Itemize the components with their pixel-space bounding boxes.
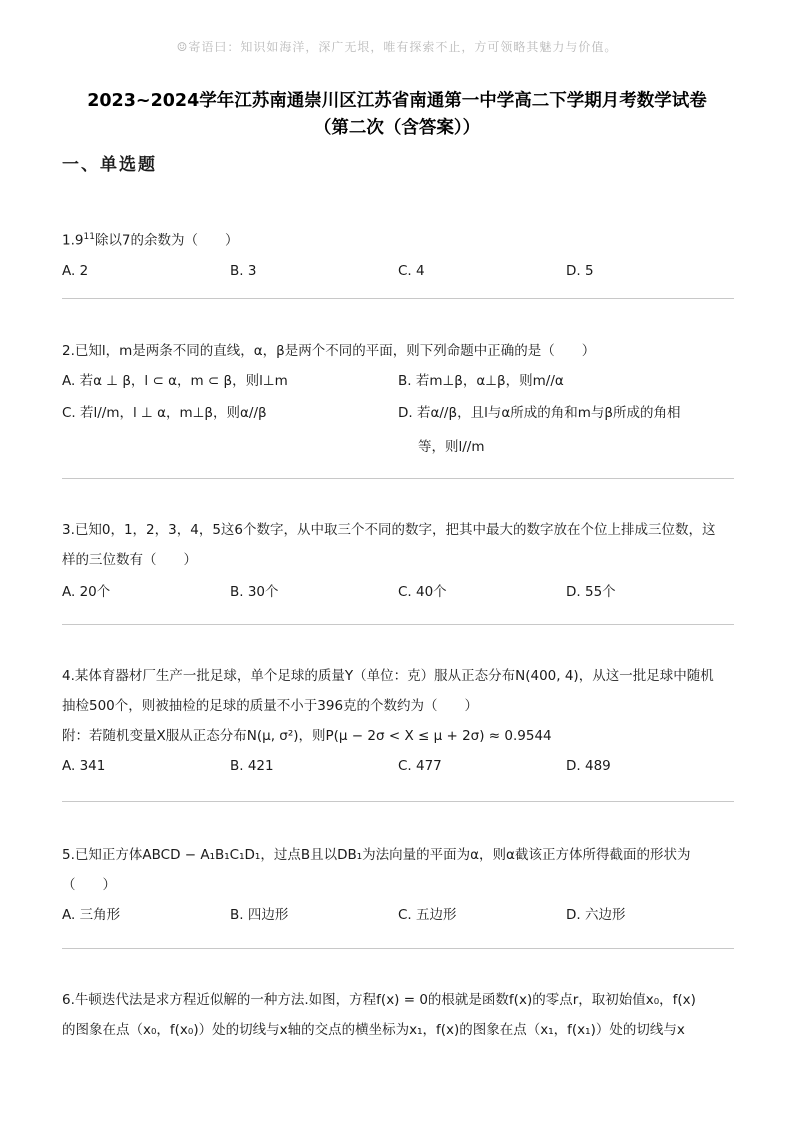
option-d[interactable]: D. 55个 bbox=[566, 584, 616, 600]
question-1-text: 除以7的余数为（ ） bbox=[94, 232, 239, 249]
divider bbox=[62, 298, 734, 299]
question-6 bbox=[62, 985, 734, 1045]
option-b[interactable]: B. 四边形 bbox=[230, 907, 289, 923]
option-d-continuation: 等，则l//m bbox=[418, 439, 485, 455]
question-3-stem-line-2: 样的三位数有（ ） bbox=[62, 552, 197, 568]
option-d-text: D. 若α//β，且l与α所成的角和m与β所成的角相 bbox=[398, 405, 681, 421]
question-3 bbox=[62, 515, 734, 607]
question-6-stem-line-1: 6.牛顿迭代法是求方程近似解的一种方法.如图，方程f(x) = 0的根就是函数f(x)的零点r，取初始值x₀，f(x) bbox=[62, 992, 696, 1008]
option-c[interactable]: C. 4 bbox=[398, 262, 425, 279]
question-4-stem-line-2: 抽检500个，则被抽检的足球的质量不小于396克的个数约为（ ） bbox=[62, 698, 479, 714]
question-2 bbox=[62, 336, 734, 462]
title-line-1: 2023~2024学年江苏南通崇川区江苏省南通第一中学高二下学期月考数学试卷 bbox=[87, 91, 707, 111]
question-5-stem-line-1: 5.已知正方体ABCD − A₁B₁C₁D₁，过点B且以DB₁为法向量的平面为α，则α截该正方体所得截面的形状为 bbox=[62, 847, 691, 863]
options bbox=[62, 577, 734, 607]
options bbox=[62, 900, 734, 930]
question-4-appendix: 附：若随机变量X服从正态分布N(μ, σ²)，则P(μ − 2σ < X ≤ μ + 2σ) ≈ 0.9544 bbox=[62, 728, 552, 744]
question-1 bbox=[62, 222, 734, 286]
power-base: 9 bbox=[74, 232, 84, 249]
power-exponent: 11 bbox=[83, 232, 95, 242]
option-a[interactable]: A. 三角形 bbox=[62, 907, 121, 923]
option-d[interactable]: D. 5 bbox=[566, 262, 594, 279]
section-heading: 一、单选题 bbox=[62, 155, 157, 175]
title-line-2: （第二次（含答案）） bbox=[313, 118, 481, 138]
option-d[interactable]: D. 六边形 bbox=[566, 907, 626, 923]
option-b[interactable]: B. 3 bbox=[230, 262, 257, 279]
options bbox=[62, 751, 734, 781]
divider bbox=[62, 948, 734, 949]
option-a[interactable]: A. 若α ⊥ β，l ⊂ α，m ⊂ β，则l⊥m bbox=[62, 373, 288, 389]
option-a[interactable]: A. 2 bbox=[62, 262, 89, 279]
question-6-stem-line-2: 的图象在点（x₀，f(x₀)）处的切线与x轴的交点的横坐标为x₁，f(x)的图象在点（x₁，f(x₁)）处的切线与x bbox=[62, 1022, 685, 1038]
options bbox=[62, 366, 734, 462]
question-4-stem-line-1: 4.某体育器材厂生产一批足球，单个足球的质量Y（单位：克）服从正态分布N(400, 4)，从这一批足球中随机 bbox=[62, 668, 714, 684]
option-d[interactable]: D. 489 bbox=[566, 758, 611, 774]
page-title bbox=[40, 88, 754, 142]
question-1-stem bbox=[62, 222, 734, 256]
option-c[interactable]: C. 40个 bbox=[398, 584, 447, 600]
question-4 bbox=[62, 661, 734, 781]
motto-watermark: ☺寄语曰：知识如海洋，深广无垠，唯有探索不止，方可领略其魅力与价值。 bbox=[176, 40, 618, 54]
option-a[interactable]: A. 20个 bbox=[62, 584, 111, 600]
option-b[interactable]: B. 30个 bbox=[230, 584, 279, 600]
option-b[interactable]: B. 421 bbox=[230, 758, 274, 774]
option-d[interactable] bbox=[398, 398, 734, 462]
options bbox=[62, 256, 734, 286]
option-a[interactable]: A. 341 bbox=[62, 758, 106, 774]
question-number: 1. bbox=[62, 232, 75, 249]
question-5-stem-line-2: （ ） bbox=[62, 877, 116, 893]
question-2-stem: 2.已知l，m是两条不同的直线，α，β是两个不同的平面，则下列命题中正确的是（ ） bbox=[62, 343, 596, 359]
option-c[interactable]: C. 477 bbox=[398, 758, 442, 774]
option-c[interactable]: C. 五边形 bbox=[398, 907, 457, 923]
divider bbox=[62, 478, 734, 479]
option-b[interactable]: B. 若m⊥β，α⊥β，则m//α bbox=[398, 373, 564, 389]
question-3-stem-line-1: 3.已知0，1，2，3，4，5这6个数字，从中取三个不同的数字，把其中最大的数字放在个位上排成三位数，这 bbox=[62, 522, 716, 538]
divider bbox=[62, 801, 734, 802]
option-c[interactable]: C. 若l//m，l ⊥ α，m⊥β，则α//β bbox=[62, 405, 267, 421]
divider bbox=[62, 624, 734, 625]
question-5 bbox=[62, 840, 734, 930]
